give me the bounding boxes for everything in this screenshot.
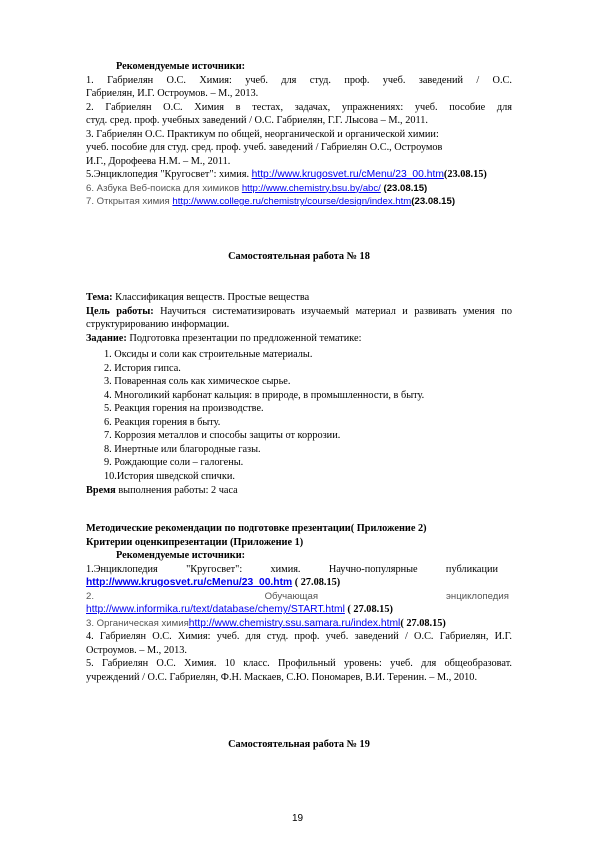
source-item-2-line2: студ. сред. проф. учебных заведений / О.С. Габриелян, Г.Г. Лысова – М., 2011. [86,115,428,126]
source-item-7-link[interactable]: http://www.college.ru/chemistry/course/design/index.htm [172,196,412,207]
topic-item: 8. Инертные или благородные газы. [104,443,261,455]
work18-recommendations [86,522,512,684]
src2-line1: 2. Обучающая энциклопедия [86,590,509,602]
task-text: Подготовка презентации по предложенной тематике: [126,332,362,344]
src2-link[interactable]: http://www.informika.ru/text/database/chemy/START.html [86,604,345,615]
goal-text-line2: структурированию информации. [86,319,230,330]
src3-line [86,617,512,631]
method-recommendations-line: Методические рекомендации по подготовке презентации( Приложение 2) [86,523,427,534]
topic-item: 1. Оксиды и соли как строительные материалы. [104,349,313,360]
task-label: Задание: [86,332,127,344]
source-item-5-date: (23.08.15) [443,169,487,180]
source-item-6-text: 6. Азбука Веб-поиска для химиков [86,182,242,194]
source-item-1-line1: 1. Габриелян О.С. Химия: учеб. для студ. проф. учеб. заведений / О.С. [86,74,512,86]
topic-item: 6. Реакция горения в быту. [104,416,221,428]
topic-item: 9. Рождающие соли – галогены. [104,457,244,468]
topic-item: 10.История шведской спички. [104,470,235,482]
topic-item: 5. Реакция горения на производстве. [104,403,264,414]
source-item-5-text: 5.Энциклопедия "Кругосвет": химия. [86,169,252,180]
topic-item: 4. Многоликий карбонат кальция: в природе, в промышленности, в быту. [104,389,425,401]
time-text: выполнения работы: 2 часа [115,485,238,496]
src3-link[interactable]: http://www.chemistry.ssu.samara.ru/index.html [188,617,401,629]
criteria-line: Критерии оценкипрезентации (Приложение 1) [86,536,304,548]
time-label: Время [86,485,116,496]
source-item-5-link[interactable]: http://www.krugosvet.ru/cMenu/23_00.htm [251,169,444,180]
topic-item: 3. Поваренная соль как химическое сырье. [104,376,291,387]
source-item-7 [86,195,512,209]
src4-line1: 4. Габриелян О.С. Химия: учеб. для студ. проф. учеб. заведений / О.С. Габриелян, И.Г. [86,631,512,642]
src3-text: 3. Органическая химия [86,617,189,629]
sources-heading-18: Рекомендуемые источники: [116,550,246,561]
topic-item: 7. Коррозия металлов и способы защиты от коррозии. [104,430,341,441]
work18-goal-line1 [86,305,512,319]
src3-date: ( 27.08.15) [400,617,446,629]
source-item-5 [86,168,512,182]
source-item-1-line2: Габриелян, И.Г. Остроумов. – М., 2013. [86,88,259,99]
goal-label: Цель работы: [86,305,154,317]
theme-text: Классификация веществ. Простые вещества [112,292,310,303]
src1-link[interactable]: http://www.krugosvet.ru/cMenu/23_00.htm [86,577,293,588]
src1-line1: 1.Энциклопедия "Кругосвет": химия. Научно-популярные публикации [86,563,499,575]
src5-line2: учреждений / О.С. Габриелян, Ф.Н. Маскаев, С.Ю. Пономарев, В.И. Теренин. – М., 2010. [86,671,478,683]
work19-title: Самостоятельная работа № 19 [228,739,370,750]
work18-title: Самостоятельная работа № 18 [228,251,370,262]
src5-line1: 5. Габриелян О.С. Химия. 10 класс. Профильный уровень: учеб. для общеобразоват. [86,658,512,669]
work18-time [86,484,512,498]
source-item-2-line1: 2. Габриелян О.С. Химия в тестах, задачах, упражнениях: учеб. пособие для [86,101,512,113]
source-item-3-line2: учеб. пособие для студ. сред. проф. учеб. заведений / Габриелян О.С., Остроумов [86,142,443,153]
source-item-6-link[interactable]: http://www.chemistry.bsu.by/abc/ [241,182,381,194]
source-item-7-date: (23.08.15) [411,196,456,207]
theme-label: Тема: [86,292,113,303]
src1-line2 [86,576,512,590]
source-item-6-date: (23.08.15) [380,182,428,194]
src2-line2 [86,603,512,617]
goal-text-line1: Научиться систематизировать изучаемый материал и развивать умения по [153,305,512,317]
topic-item: 2. История гипса. [104,362,181,374]
page-number: 19 [291,813,304,824]
source-item-3-line3: И.Г., Дорофеева Н.М. – М., 2011. [86,155,231,167]
source-item-6 [86,182,512,196]
src2-date: ( 27.08.15) [344,604,393,615]
source-item-3-line1: 3. Габриелян О.С. Практикум по общей, неорганической и органической химии: [86,128,439,140]
topics-list [104,348,504,483]
src1-date: ( 27.08.15) [292,577,341,588]
sources-section-top [86,60,512,209]
work18-task [86,332,512,346]
work18-theme [86,291,512,305]
sources-heading: Рекомендуемые источники: [116,61,246,72]
work18-body [86,291,512,345]
source-item-7-text: 7. Открытая химия [86,196,173,207]
src4-line2: Остроумов. – М., 2013. [86,644,187,656]
